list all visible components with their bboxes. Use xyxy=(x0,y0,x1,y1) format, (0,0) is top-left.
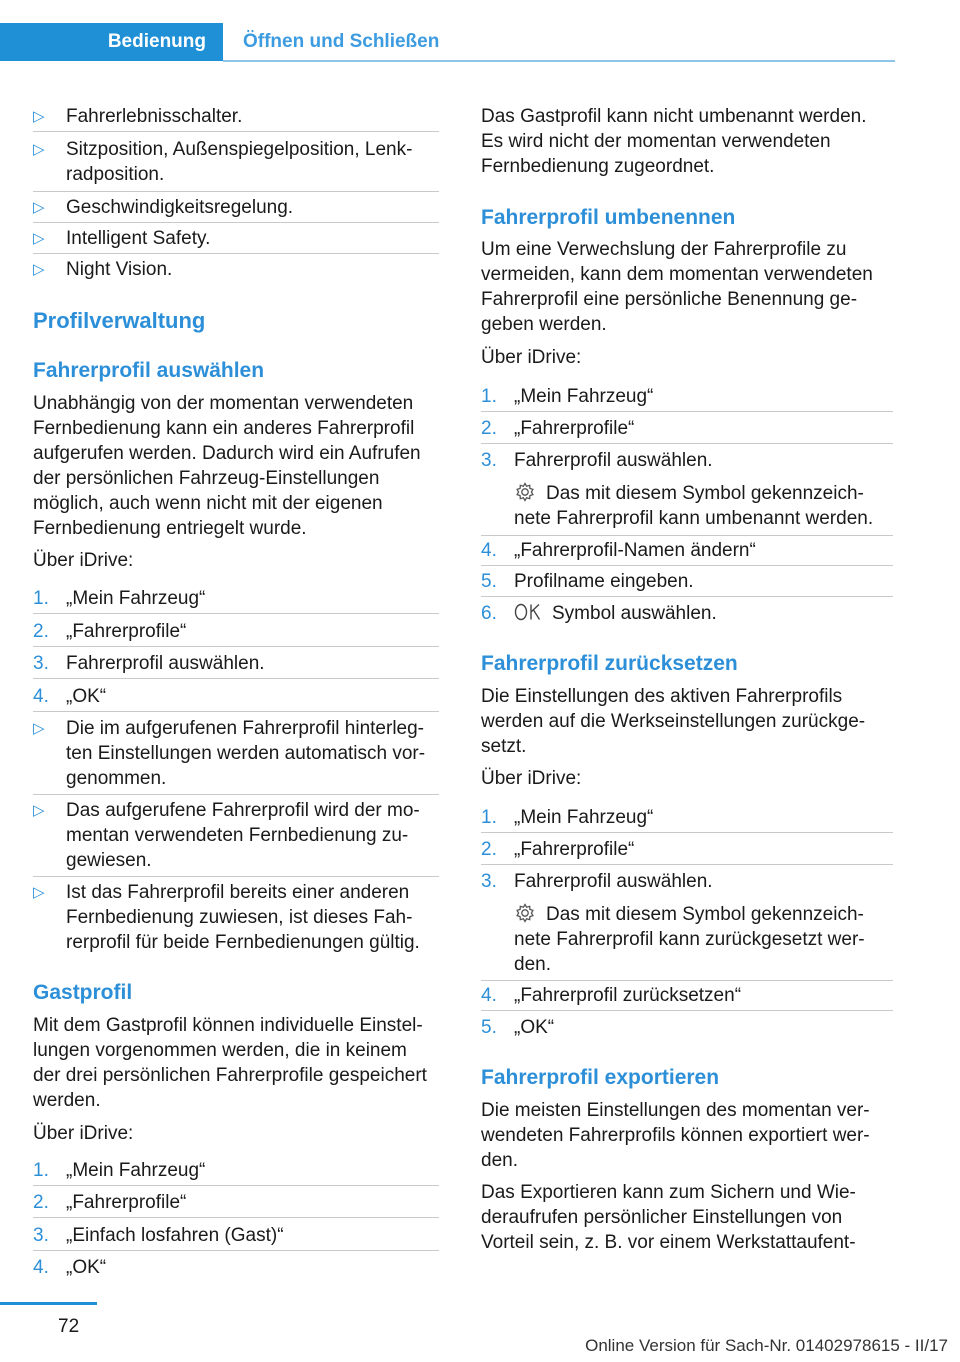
triangle-right-icon: ▷ xyxy=(33,720,45,737)
paragraph: Das Gastprofil kann nicht umbenannt werden. Es wird nicht der momentan verwendeten Fernbedienung zugeordnet. xyxy=(481,106,867,177)
paragraph: Über iDrive: xyxy=(33,1123,134,1144)
divider xyxy=(481,411,893,412)
divider xyxy=(33,131,439,132)
divider xyxy=(33,678,439,679)
ok-symbol-icon xyxy=(514,602,544,622)
list-item: ▷ Fahrerlebnisschalter. xyxy=(33,106,243,127)
divider xyxy=(33,253,439,254)
list-item: 3. „Einfach losfahren (Gast)“ xyxy=(33,1225,284,1246)
divider xyxy=(33,876,439,877)
list-item: 4. „Fahrerprofil-Namen ändern“ xyxy=(481,540,756,561)
list-item: 1. „Mein Fahrzeug“ xyxy=(33,588,206,609)
divider xyxy=(33,1217,439,1218)
paragraph: nete Fahrerprofil kann zurückgesetzt wer- den. xyxy=(514,929,865,975)
divider xyxy=(481,565,893,566)
subsection-heading: Fahrerprofil exportieren xyxy=(481,1066,720,1089)
divider xyxy=(481,864,893,865)
list-item: 3. Fahrerprofil auswählen. xyxy=(33,653,265,674)
divider xyxy=(33,191,439,192)
divider xyxy=(481,832,893,833)
list-item: 2. „Fahrerprofile“ xyxy=(33,1192,187,1213)
divider xyxy=(33,711,439,712)
divider xyxy=(481,980,893,981)
subsection-heading: Fahrerprofil umbenennen xyxy=(481,206,736,229)
list-item: ▷ Geschwindigkeitsregelung. xyxy=(33,197,294,218)
triangle-right-icon: ▷ xyxy=(33,802,45,819)
paragraph: Die meisten Einstellungen des momentan ver- wendeten Fahrerprofils können exportiert wer- den. xyxy=(481,1100,870,1171)
online-version-note: Online Version für Sach-Nr. 01402978615 - II/17 xyxy=(585,1336,948,1355)
divider xyxy=(33,222,439,223)
list-item: ▷ Sitzposition, Außenspiegelposition, Lenk- radposition. xyxy=(33,139,413,185)
divider xyxy=(481,535,893,536)
triangle-right-icon: ▷ xyxy=(33,199,45,216)
list-item: 5. „OK“ xyxy=(481,1017,555,1038)
note: Das mit diesem Symbol gekennzeich- xyxy=(481,902,864,927)
divider xyxy=(33,794,439,795)
triangle-right-icon: ▷ xyxy=(33,230,45,247)
gear-icon xyxy=(514,482,536,502)
subsection-heading: Gastprofil xyxy=(33,981,133,1004)
triangle-right-icon: ▷ xyxy=(33,261,45,278)
page-header xyxy=(0,23,895,63)
list-item: 6. Symbol auswählen. xyxy=(481,603,717,624)
triangle-right-icon: ▷ xyxy=(33,141,45,158)
list-item: 5. Profilname eingeben. xyxy=(481,571,694,592)
list-item: ▷ Die im aufgerufenen Fahrerprofil hinterleg- ten Einstellungen werden automatisch vor- genommen. xyxy=(33,718,426,789)
list-item: 3. Fahrerprofil auswählen. xyxy=(481,450,713,471)
list-item: 1. „Mein Fahrzeug“ xyxy=(481,807,654,828)
divider xyxy=(481,1010,893,1011)
list-item: ▷ Ist das Fahrerprofil bereits einer anderen Fernbedienung zuwiesen, ist dieses Fah- rerprofil für beide Fernbedienungen gültig. xyxy=(33,882,420,953)
section-heading: Profilverwaltung xyxy=(33,308,206,333)
paragraph: nete Fahrerprofil kann umbenannt werden. xyxy=(514,508,874,529)
list-item: 4. „Fahrerprofil zurücksetzen“ xyxy=(481,985,742,1006)
list-item: 2. „Fahrerprofile“ xyxy=(481,839,635,860)
header-rule xyxy=(223,60,895,62)
divider xyxy=(33,1185,439,1186)
list-item: ▷ Night Vision. xyxy=(33,259,173,280)
subsection-heading: Fahrerprofil zurücksetzen xyxy=(481,652,738,675)
subsection-heading: Fahrerprofil auswählen xyxy=(33,359,265,382)
list-item: 4. „OK“ xyxy=(33,1257,107,1278)
list-item: 2. „Fahrerprofile“ xyxy=(33,621,187,642)
list-item: ▷ Intelligent Safety. xyxy=(33,228,211,249)
header-tab: Bedienung xyxy=(0,23,223,61)
divider xyxy=(481,443,893,444)
paragraph: Mit dem Gastprofil können individuelle Einstel- lungen vorgenommen werden, die in keinem der drei persönlichen Fahrerprofile gespeichert werden. xyxy=(33,1015,427,1111)
page-number: 72 xyxy=(58,1316,80,1337)
divider xyxy=(33,646,439,647)
header-title: Öffnen und Schließen xyxy=(243,31,440,52)
paragraph: Das Exportieren kann zum Sichern und Wie- deraufrufen persönlicher Einstellungen von Vorteil sein, z. B. vor einem Werkstattaufent- xyxy=(481,1182,856,1253)
paragraph: Über iDrive: xyxy=(481,768,582,789)
list-item: ▷ Das aufgerufene Fahrerprofil wird der mo- mentan verwendeten Fernbedienung zu- gewiesen. xyxy=(33,800,420,871)
triangle-right-icon: ▷ xyxy=(33,108,45,125)
divider xyxy=(481,596,893,597)
list-item: 1. „Mein Fahrzeug“ xyxy=(33,1160,206,1181)
list-item: 3. Fahrerprofil auswählen. xyxy=(481,871,713,892)
gear-icon xyxy=(514,903,536,923)
paragraph: Um eine Verwechslung der Fahrerprofile zu vermeiden, kann dem momentan verwendeten Fahrerprofil eine persönliche Benennung ge- geben werden. xyxy=(481,239,873,335)
list-item: 2. „Fahrerprofile“ xyxy=(481,418,635,439)
paragraph: Die Einstellungen des aktiven Fahrerprofils werden auf die Werkseinstellungen zurückge- setzt. xyxy=(481,686,866,757)
paragraph: Über iDrive: xyxy=(33,550,134,571)
paragraph: Über iDrive: xyxy=(481,347,582,368)
note: Das mit diesem Symbol gekennzeich- xyxy=(481,481,864,506)
footer-rule xyxy=(0,1302,97,1305)
divider xyxy=(33,1250,439,1251)
paragraph: Unabhängig von der momentan verwendeten Fernbedienung kann ein anderes Fahrerprofil aufgerufen werden. Dadurch wird ein Aufrufen der persönlichen Fahrzeug-Einstellungen möglich, auch wenn nicht mit der eigenen Fernbedienung entriegelt wurde. xyxy=(33,393,421,539)
list-item: 1. „Mein Fahrzeug“ xyxy=(481,386,654,407)
divider xyxy=(33,613,439,614)
list-item: 4. „OK“ xyxy=(33,686,107,707)
triangle-right-icon: ▷ xyxy=(33,884,45,901)
